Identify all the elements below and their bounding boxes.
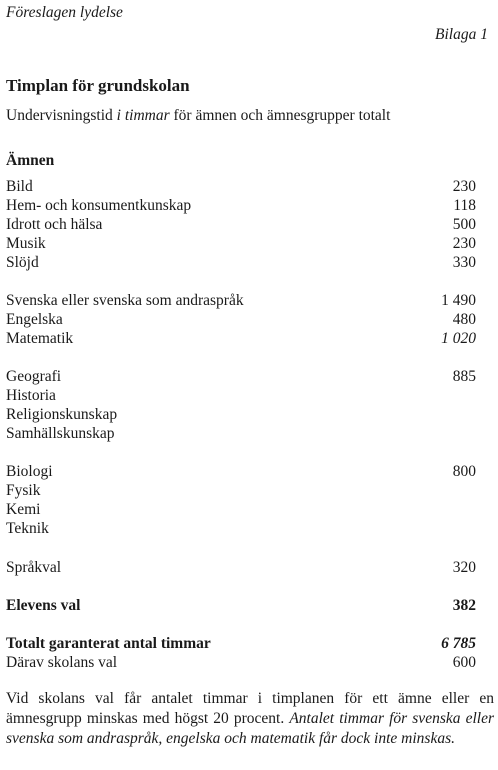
subject-name: Fysik: [6, 482, 41, 499]
subject-hours: 480: [452, 311, 476, 328]
subject-row: [6, 292, 476, 312]
subject-row: [6, 520, 476, 540]
subject-hours: 320: [452, 559, 476, 576]
subject-name: Bild: [6, 178, 33, 195]
subject-hours: 382: [452, 597, 476, 614]
subject-row: [6, 597, 476, 617]
subject-row: [6, 406, 476, 426]
subject-row: [6, 178, 476, 198]
subtotal-label: Därav skolans val: [6, 654, 118, 671]
subject-row: [6, 235, 476, 255]
subject-name: Samhällskunskap: [6, 425, 115, 442]
subtotal-row: [6, 654, 476, 674]
total-label: Totalt garanterat antal timmar: [6, 635, 211, 652]
subject-hours: 800: [452, 463, 476, 480]
subject-name: Matematik: [6, 330, 74, 347]
subject-hours: 1 020: [441, 330, 476, 347]
subject-name: Engelska: [6, 311, 63, 328]
footer-paragraph: [6, 689, 494, 749]
subject-name: Religionskunskap: [6, 406, 118, 423]
total-hours: 6 785: [441, 635, 476, 652]
subject-name: Hem- och konsumentkunskap: [6, 197, 192, 214]
subject-row: [6, 197, 476, 217]
subject-hours: 500: [452, 216, 476, 233]
subject-name: Idrott och hälsa: [6, 216, 103, 233]
subject-row: [6, 254, 476, 274]
subtitle-pre: Undervisningstid: [6, 107, 117, 124]
subtitle-italic: i timmar: [116, 107, 170, 124]
subject-row: [6, 368, 476, 388]
page-title: Timplan för grundskolan: [6, 76, 190, 95]
subject-row: [6, 387, 476, 407]
subject-hours: 230: [452, 235, 476, 252]
subject-name: Språkval: [6, 559, 62, 576]
subject-row: [6, 425, 476, 445]
section-heading: Ämnen: [6, 152, 55, 169]
subject-row: [6, 330, 476, 350]
subject-hours: 230: [452, 178, 476, 195]
subject-name: Svenska eller svenska som andraspråk: [6, 292, 244, 309]
subtotal-hours: 600: [452, 654, 476, 671]
footer-text-italic: Antalet timmar för svenska eller svenska som andraspråk, engelska och matematik får dock inte minskas.: [6, 710, 494, 747]
subject-hours: 1 490: [441, 292, 476, 309]
subject-name: Teknik: [6, 520, 49, 537]
subject-name: Musik: [6, 235, 46, 252]
header-right: Bilaga 1: [435, 26, 488, 43]
subject-row: [6, 216, 476, 236]
subject-row: [6, 501, 476, 521]
total-row: [6, 635, 476, 655]
subject-row: [6, 559, 476, 579]
footer-text: Vid skolans val får antalet timmar i timplanen för ett ämne eller en ämnesgrupp minskas med högst 20 procent.: [6, 690, 494, 727]
subject-row: [6, 482, 476, 502]
subject-hours: 330: [452, 254, 476, 271]
subject-hours: 885: [452, 368, 476, 385]
subject-hours: 118: [453, 197, 476, 214]
subject-name: Biologi: [6, 463, 53, 480]
subject-name: Kemi: [6, 501, 41, 518]
subject-name: Elevens val: [6, 597, 81, 614]
subject-name: Geografi: [6, 368, 62, 385]
subject-name: Historia: [6, 387, 56, 404]
page-subtitle: [6, 107, 390, 125]
header-left: Föreslagen lydelse: [6, 4, 123, 21]
subject-row: [6, 463, 476, 483]
subject-name: Slöjd: [6, 254, 39, 271]
subtitle-post: för ämnen och ämnesgrupper totalt: [169, 107, 391, 124]
subject-row: [6, 311, 476, 331]
